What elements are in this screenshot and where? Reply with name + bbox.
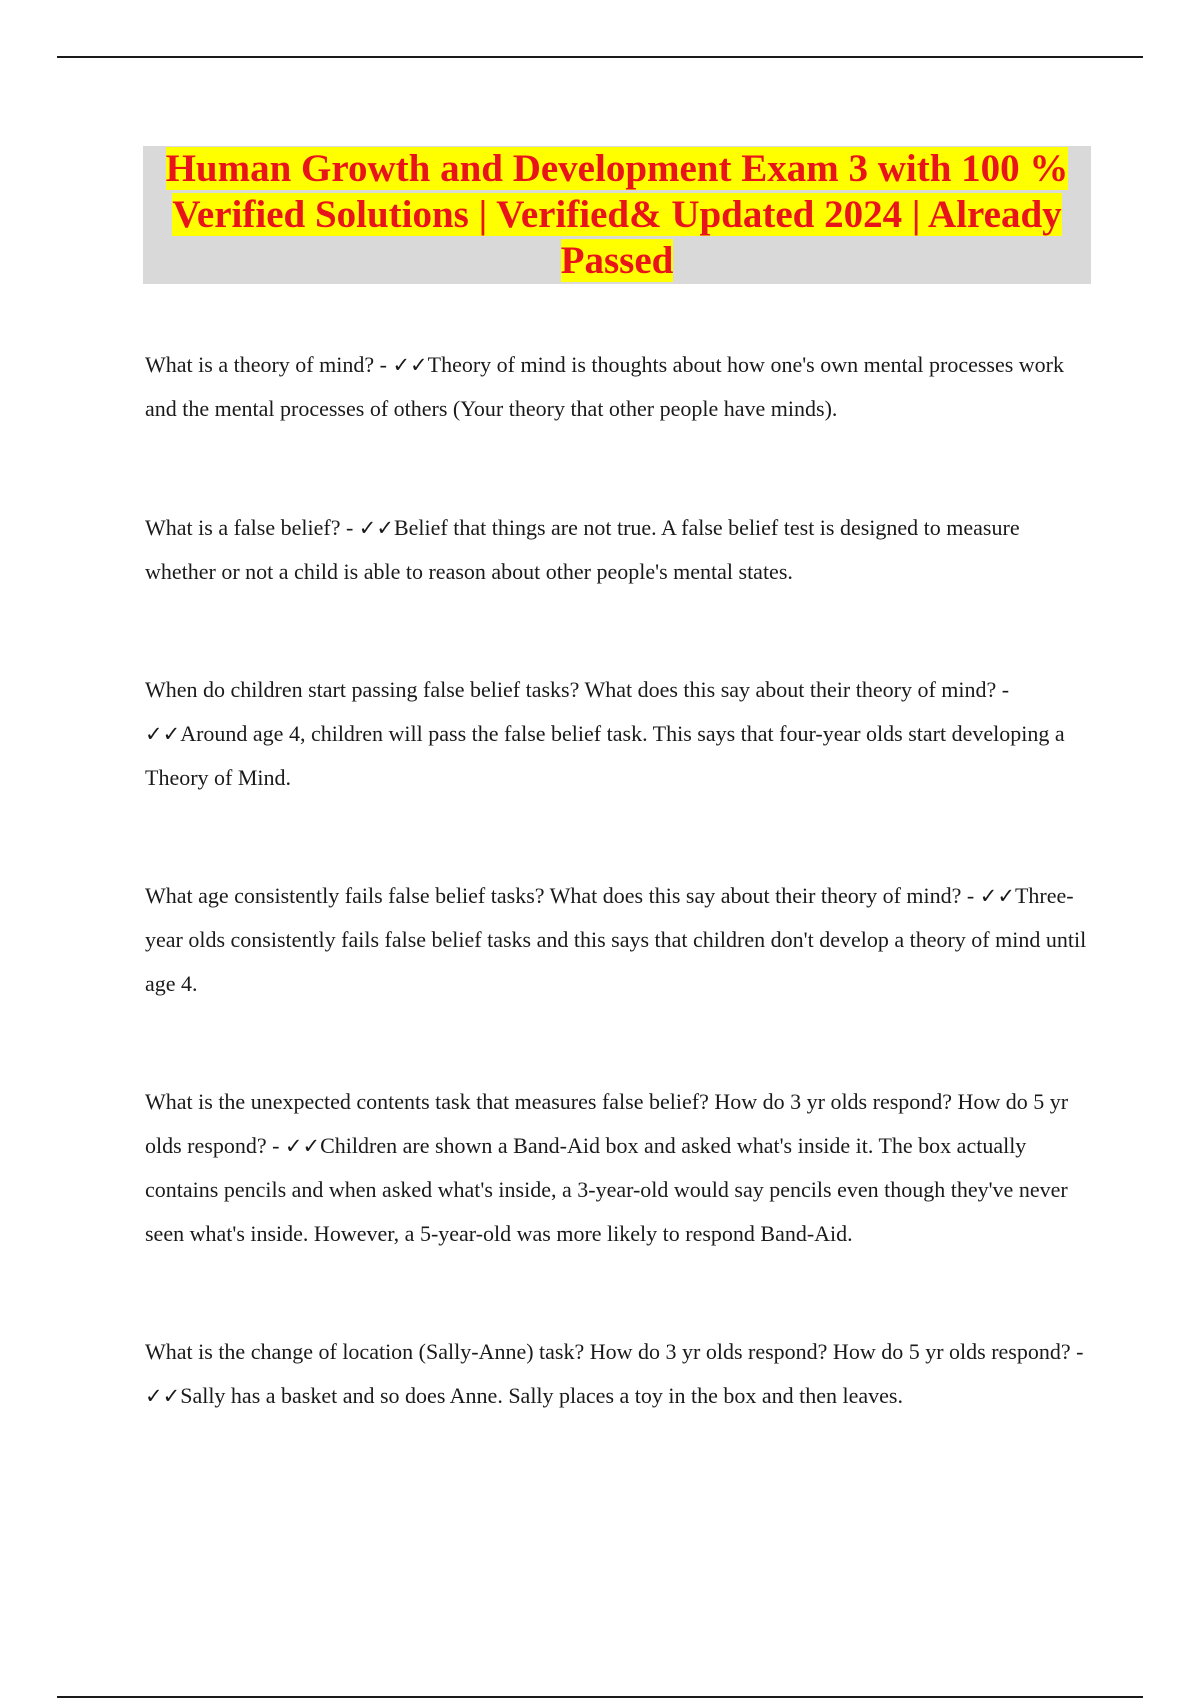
qa-item (145, 874, 1095, 1006)
double-check-icon: ✓✓ (145, 1384, 181, 1408)
qa-item (145, 668, 1095, 800)
bottom-rule (57, 1696, 1143, 1698)
title-line-3: Passed (560, 239, 674, 282)
double-check-icon: ✓✓ (979, 884, 1015, 908)
title-line-2: Verified Solutions | Verified& Updated 2024 | Already (172, 193, 1062, 236)
title-line-1: Human Growth and Development Exam 3 with 100 % (165, 147, 1069, 190)
qa-question: What is the change of location (Sally-Anne) task? How do 3 yr olds respond? How do 5 yr olds respond? - (145, 1339, 1084, 1364)
qa-answer: Children are shown a Band-Aid box and asked what's inside it. The box actually contains pencils and when asked what's inside, a 3-year-old would say pencils even though they've never seen what's inside. However, a 5-year-old was more likely to respond Band-Aid. (145, 1133, 1068, 1246)
qa-question: When do children start passing false belief tasks? What does this say about their theory of mind? - (145, 677, 1010, 702)
qa-item (145, 506, 1095, 594)
qa-item (145, 1080, 1095, 1256)
qa-question: What is the unexpected contents task that measures false belief? How do 3 yr olds respond? How do 5 yr olds respond? - (145, 1089, 1069, 1158)
page-title (143, 146, 1091, 284)
qa-answer: Around age 4, children will pass the false belief task. This says that four-year olds start developing a Theory of Mind. (145, 721, 1065, 790)
qa-question: What is a theory of mind? - (145, 352, 393, 377)
qa-answer: Three-year olds consistently fails false belief tasks and this says that children don't develop a theory of mind until age 4. (145, 883, 1087, 996)
qa-question: What age consistently fails false belief tasks? What does this say about their theory of mind? - (145, 883, 980, 908)
title-banner (143, 146, 1091, 284)
double-check-icon: ✓✓ (392, 353, 428, 377)
qa-answer: Belief that things are not true. A false belief test is designed to measure whether or not a child is able to reason about other people's mental states. (145, 515, 1020, 584)
qa-list (145, 343, 1095, 1418)
double-check-icon: ✓✓ (284, 1134, 321, 1158)
qa-item (145, 343, 1095, 431)
double-check-icon: ✓✓ (145, 722, 181, 746)
top-rule (57, 56, 1143, 58)
qa-answer: Theory of mind is thoughts about how one's own mental processes work and the mental processes of others (Your theory that other people have minds). (145, 352, 1065, 421)
qa-question: What is a false belief? - (145, 515, 359, 540)
double-check-icon: ✓✓ (358, 516, 394, 540)
qa-answer: Sally has a basket and so does Anne. Sally places a toy in the box and then leaves. (180, 1383, 903, 1408)
qa-item (145, 1330, 1095, 1418)
